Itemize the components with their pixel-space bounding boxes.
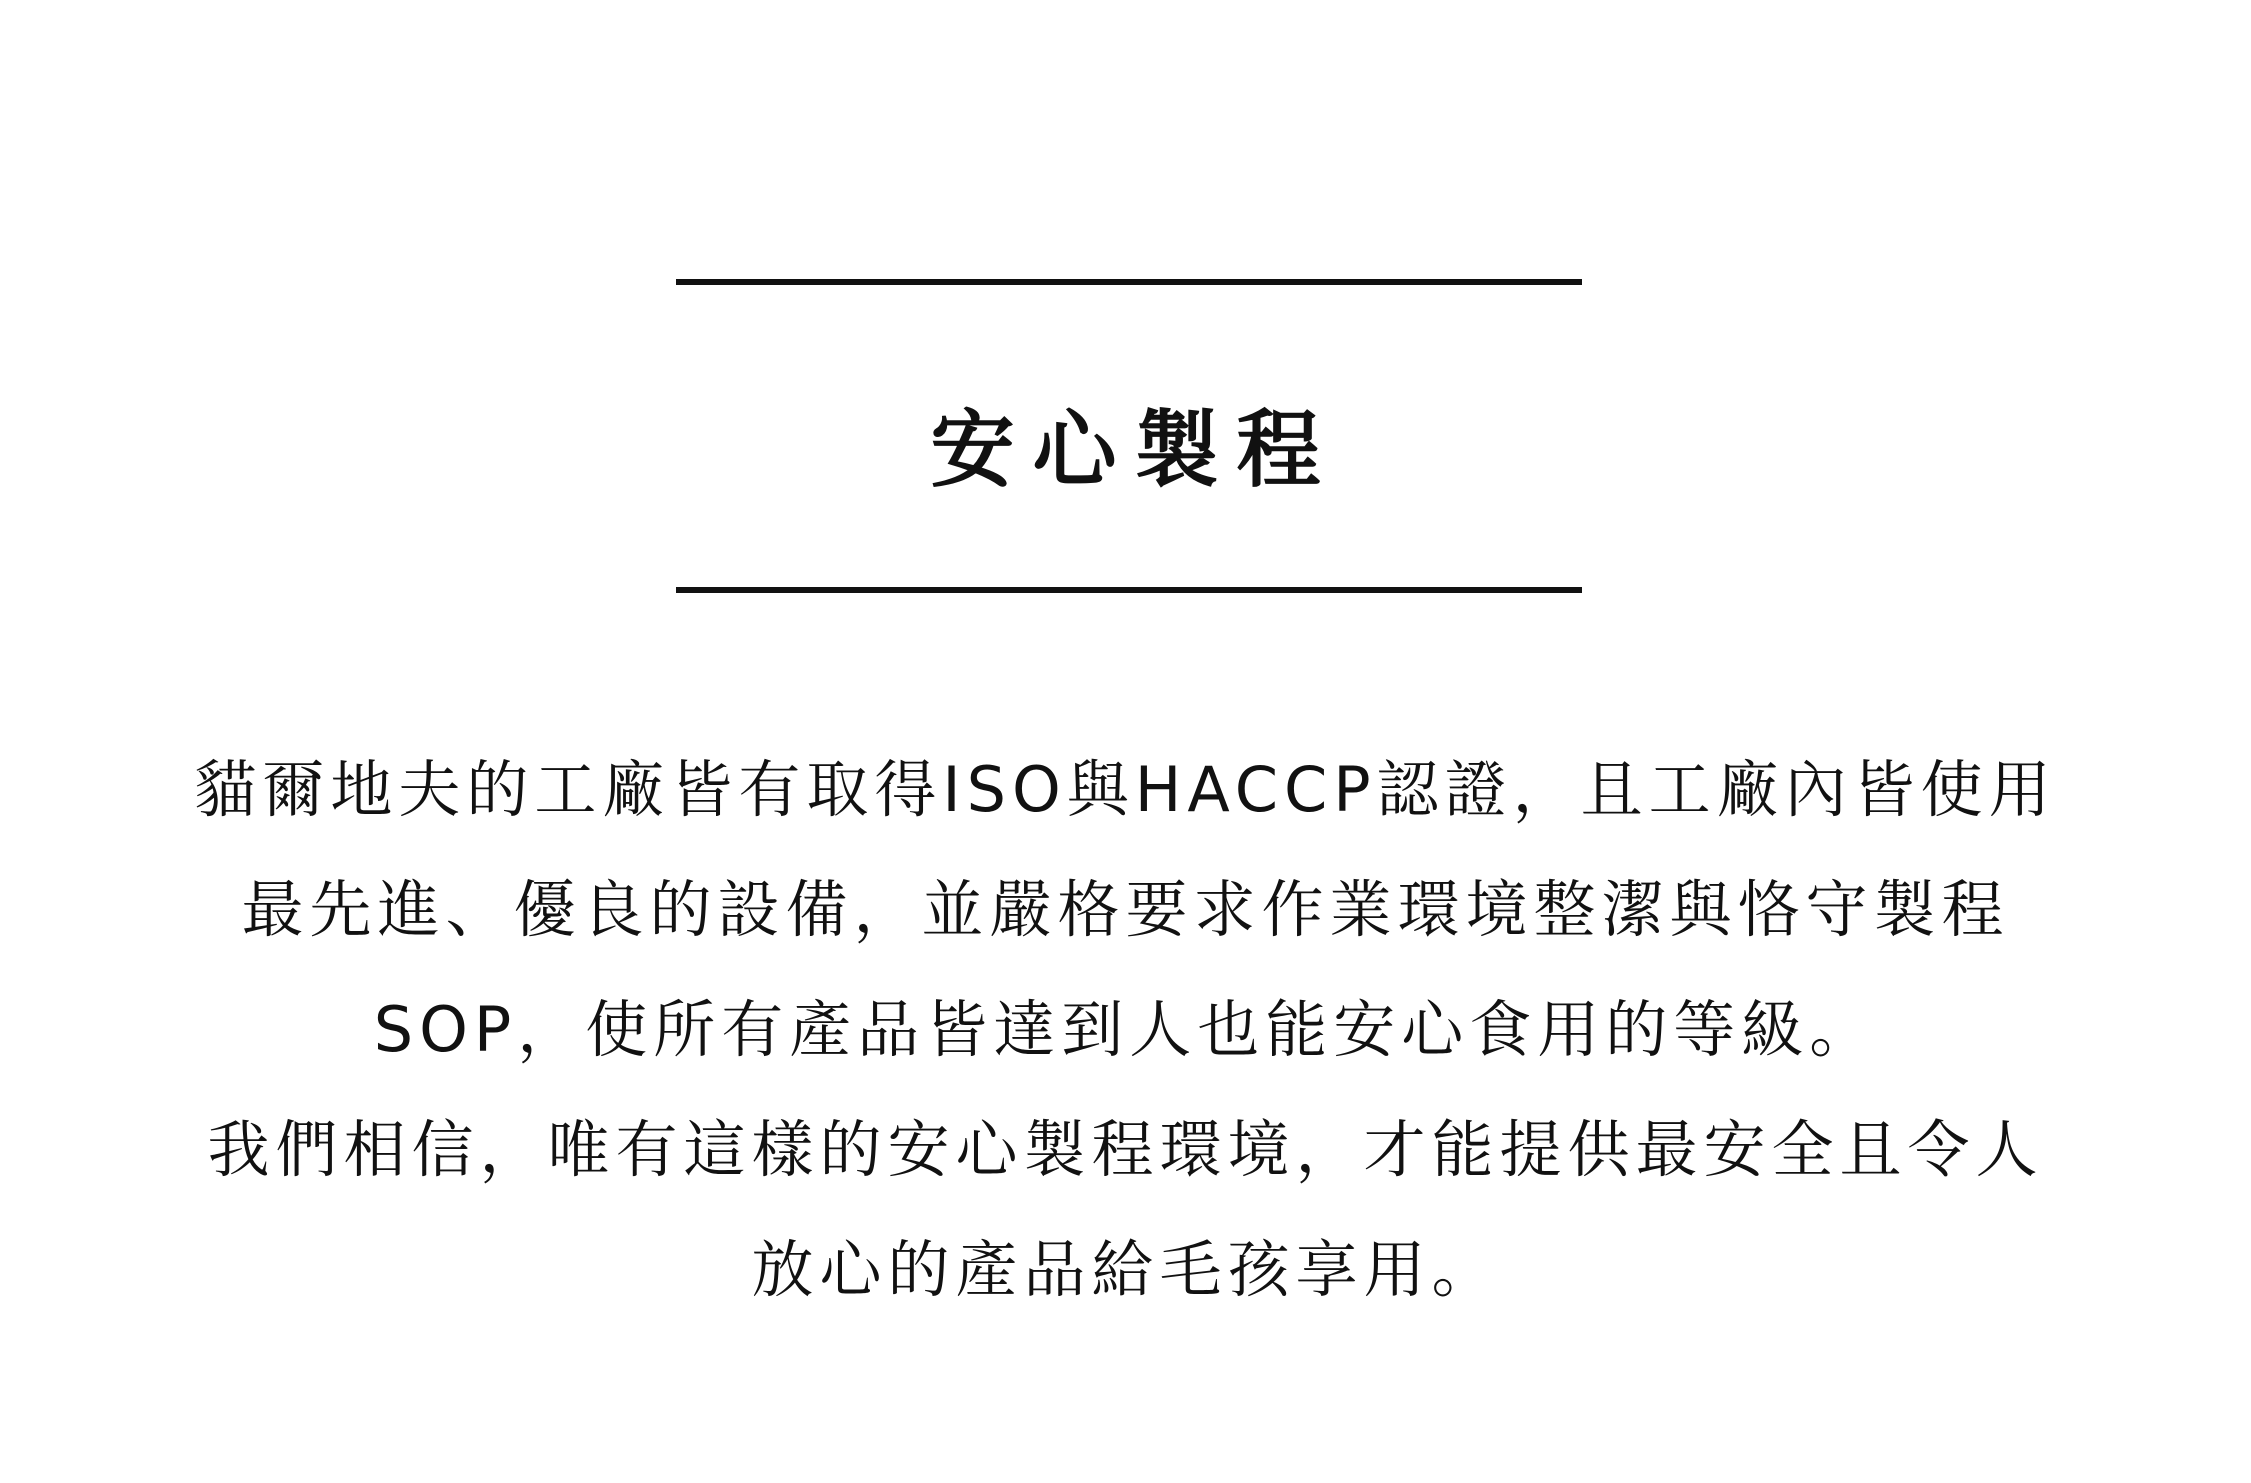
section-body	[100, 730, 2151, 1330]
body-line: 放心的產品給毛孩享用。	[751, 1233, 1500, 1306]
body-line: 貓爾地夫的工廠皆有取得ISO與HACCP認證，且工廠內皆使用	[194, 753, 2057, 826]
body-line: 最先進、優良的設備，並嚴格要求作業環境整潔與恪守製程	[241, 873, 2010, 946]
section-title: 安心製程	[930, 401, 1339, 499]
body-line: 我們相信，唯有這樣的安心製程環境，才能提供最安全且令人	[207, 1113, 2044, 1186]
body-line: SOP，使所有產品皆達到人也能安心食用的等級。	[373, 993, 1878, 1066]
bottom-divider	[676, 587, 1582, 593]
top-divider	[676, 279, 1582, 285]
